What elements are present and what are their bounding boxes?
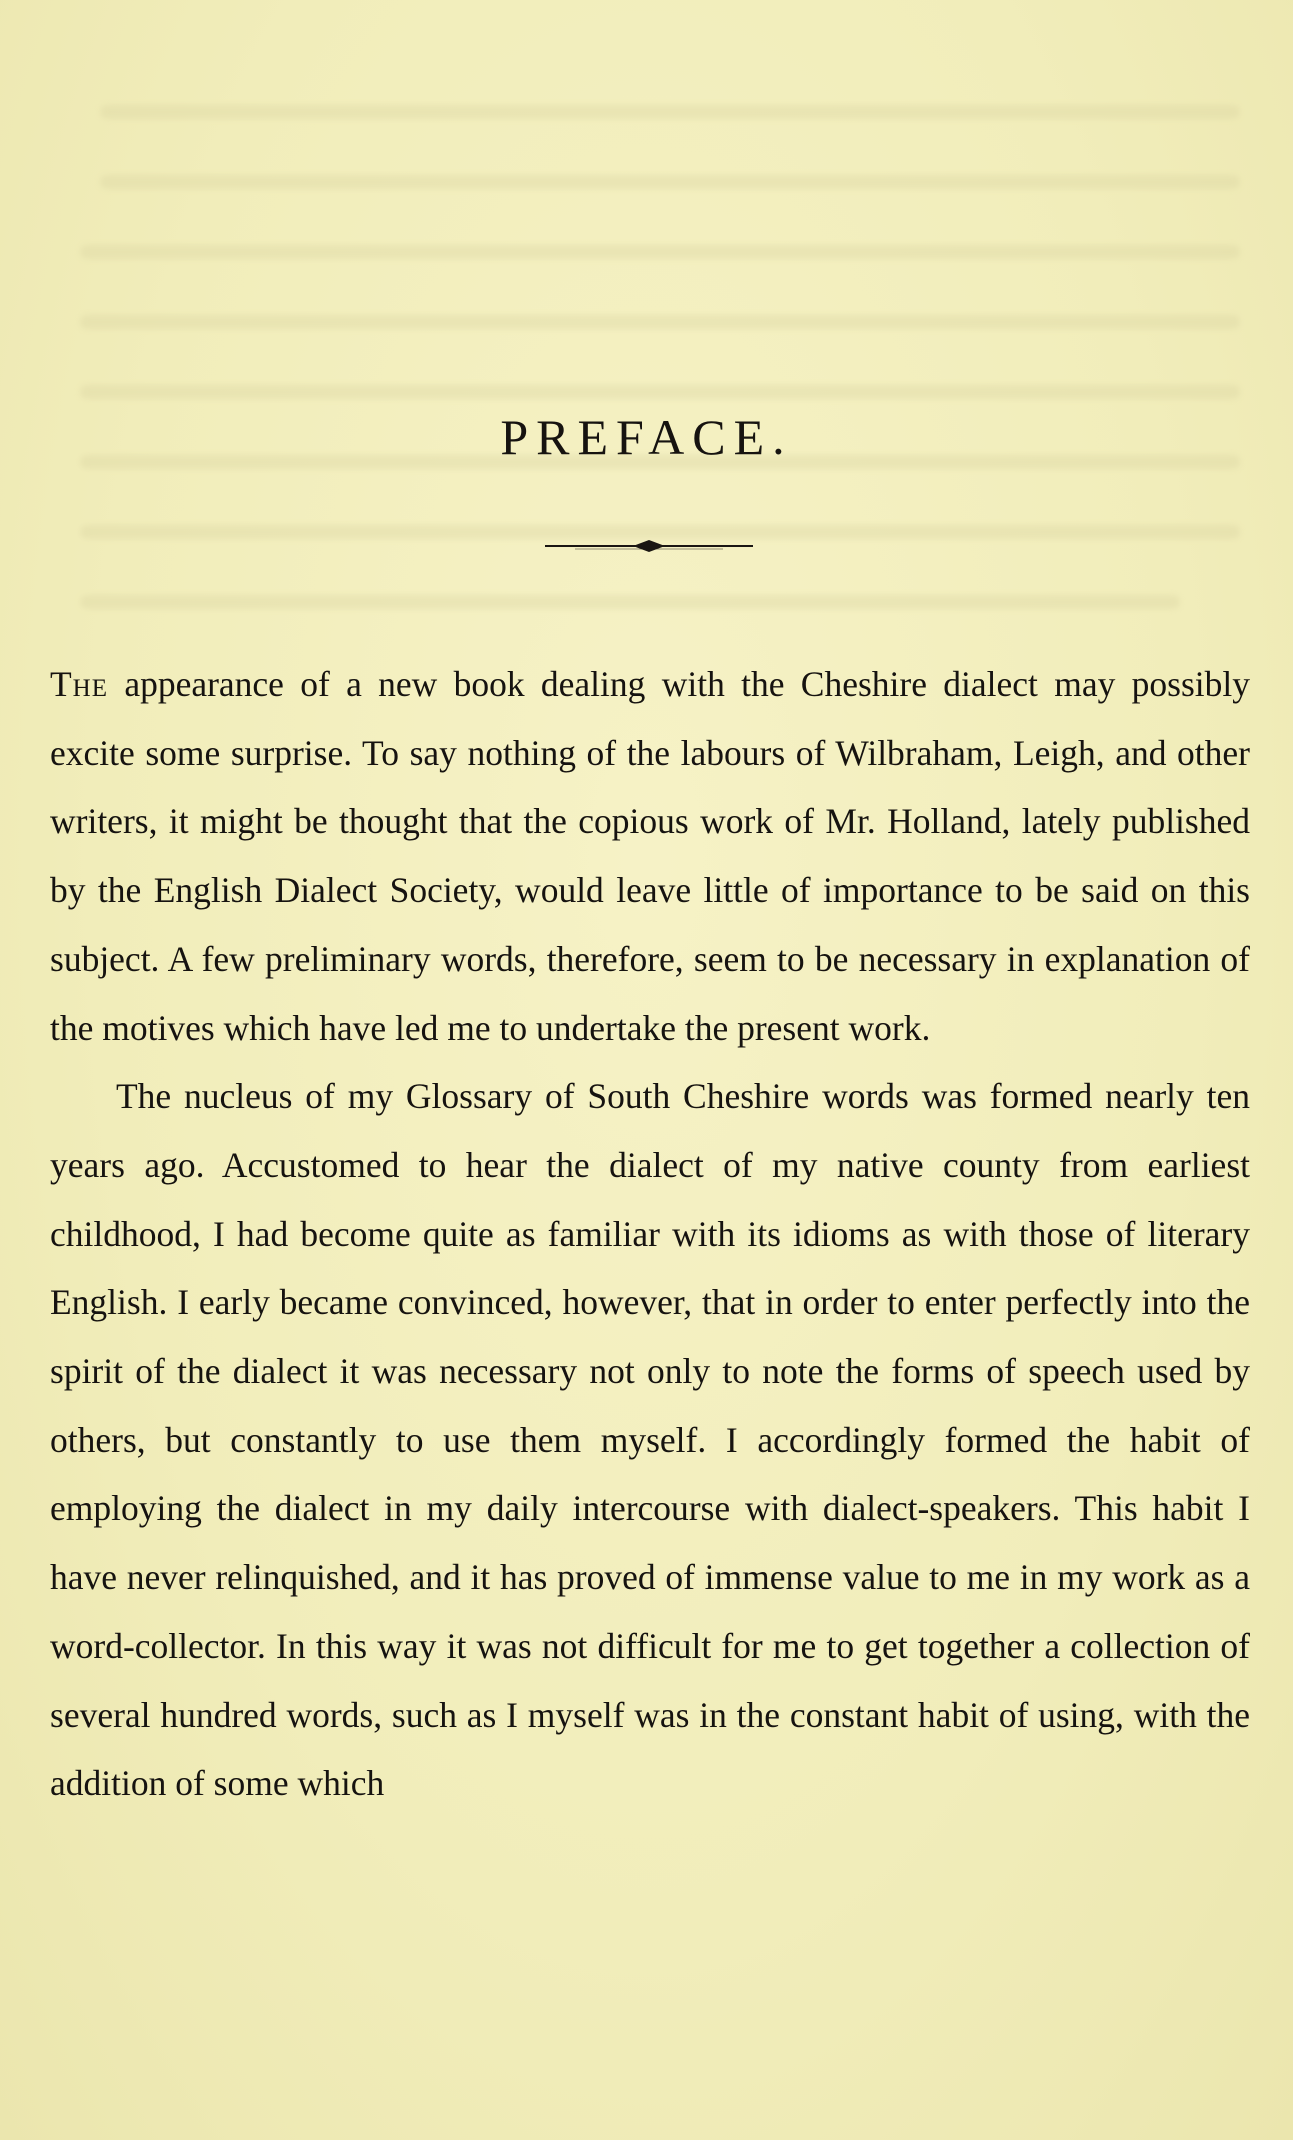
paragraph-1 — [50, 650, 1250, 1062]
title-rule-ornament — [545, 535, 753, 557]
page-title: PREFACE. — [500, 409, 793, 465]
paragraph-text: The nucleus of my Glossary of South Cheshire words was formed nearly ten years ago. Accustomed to hear the dialect of my native county from earliest childhood, I had become quite as familiar with its idioms as with those of literary English. I early became convinced, however, that in order to enter perfectly into the spirit of the dialect it was necessary not only to note the forms of speech used by others, but constantly to use them myself. I accordingly formed the habit of employing the dialect in my daily intercourse with dialect-speakers. This habit I have never relinquished, and it has proved of immense value to me in my work as a word-collector. In this way it was not difficult for me to get together a collection of several hundred words, such as I myself was in the constant habit of using, with the addition of some which — [50, 1076, 1250, 1804]
drop-lead-word: The — [50, 664, 109, 704]
paragraph-text: appearance of a new book dealing with the Cheshire dialect may possibly excite some surprise. To say nothing of the labours of Wilbraham, Leigh, and other writers, it might be thought that the copious work of Mr. Holland, lately published by the English Dialect Society, would leave little of importance to be said on this subject. A few preliminary words, therefore, seem to be necessary in explanation of the motives which have led me to undertake the present work. — [50, 664, 1250, 1048]
paragraph-2 — [50, 1062, 1250, 1818]
preface-body — [50, 650, 1250, 1818]
